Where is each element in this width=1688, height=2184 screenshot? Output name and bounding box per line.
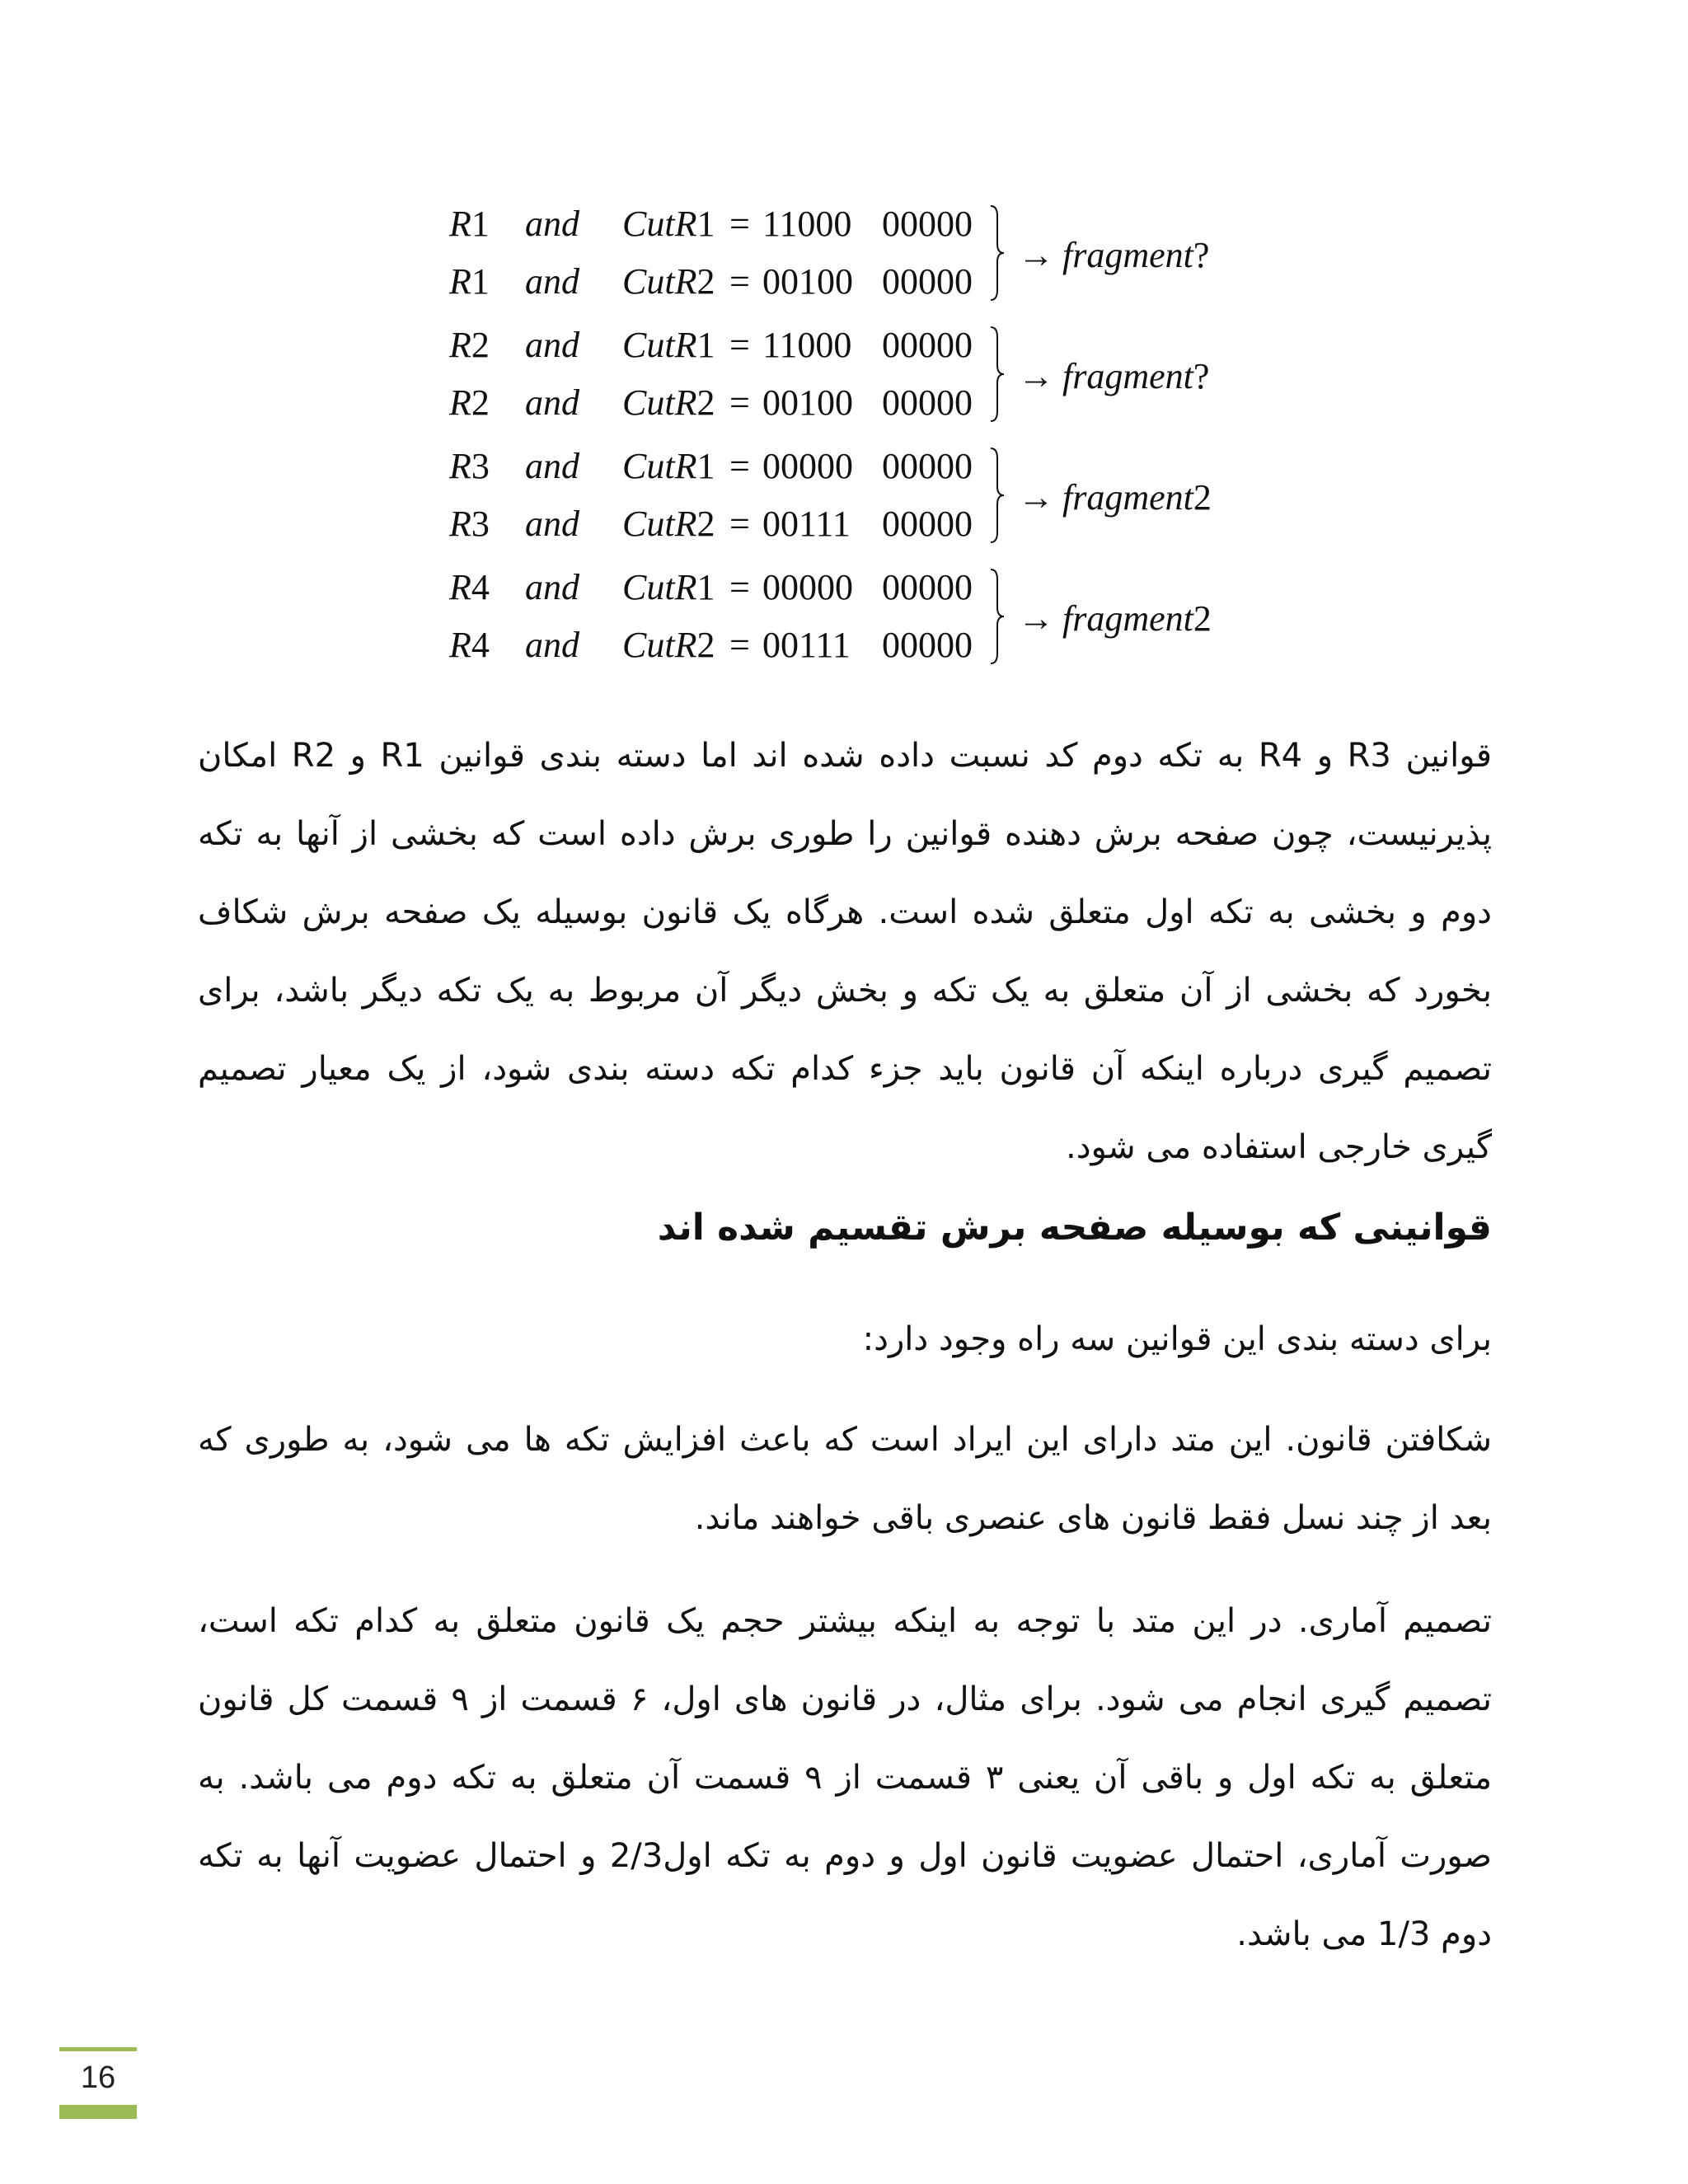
body-paragraph-rule-splitting: شکافتن قانون. این متد دارای این ایراد است که باعث افزایش تکه ها می شود، به طوری که بعد از چند نسل فقط قانون های عنصری باقی خواهند ماند.: [198, 1421, 1492, 1537]
cut-value-high: 00000: [762, 567, 853, 607]
right-brace-icon: [989, 568, 1006, 665]
cut-value-high: 00111: [762, 625, 851, 665]
and-keyword: and: [525, 261, 579, 302]
cut-id: CutR2: [622, 261, 715, 302]
equals-sign: =: [729, 382, 750, 423]
rule-id: R1: [449, 261, 490, 302]
body-paragraph-intro: برای دسته بندی این قوانین سه راه وجود دارد:: [862, 1320, 1492, 1358]
cut-value-low: 00000: [882, 261, 973, 302]
cut-id: CutR1: [622, 446, 715, 486]
section-heading: قوانینی که بوسیله صفحه برش تقسیم شده اند: [657, 1207, 1492, 1249]
body-paragraph-rule-assignment: قوانین R3 و R4 به تکه دوم کد نسبت داده شده اند اما دسته بندی قوانین R1 و R2 امکان پذیرنیست، چون صفحه برش دهنده قوانین را طوری برش داده است که بخشی از آنها به تکه دوم و بخشی به تکه اول متعلق شده است. هرگاه یک قانون بوسیله یک صفحه برش شکاف بخورد که بخشی از آن متعلق به یک تکه و بخش دیگر آن مربوط به یک تکه دیگر باشد، برای تصمیم گیری درباره اینکه آن قانون باید جزء کدام تکه دسته بندی شود، از یک معیار تصمیم گیری خارجی استفاده می شود.: [198, 737, 1493, 1166]
equation-group-r4: [449, 560, 1257, 681]
cut-value-high: 00100: [762, 261, 853, 302]
rule-fragment-equations: [449, 196, 1257, 681]
and-keyword: and: [525, 382, 579, 423]
cut-id: CutR2: [622, 504, 715, 544]
cut-value-low: 00000: [882, 567, 973, 607]
equals-sign: =: [729, 567, 750, 607]
cut-id: CutR1: [622, 204, 715, 244]
cut-value-high: 00100: [762, 382, 853, 423]
and-keyword: and: [525, 204, 579, 244]
cut-value-low: 00000: [882, 204, 973, 244]
equation-group-r2: [449, 317, 1257, 438]
cut-value-high: 11000: [762, 325, 852, 365]
right-arrow-icon: →: [1018, 598, 1054, 639]
rule-id: R4: [449, 567, 490, 607]
cut-id: CutR1: [622, 567, 715, 607]
body-paragraph-statistical-decision: تصمیم آماری. در این متد با توجه به اینکه بیشتر حجم یک قانون متعلق به کدام تکه است، تصمیم گیری انجام می شود. برای مثال، در قانون های اول، ۶ قسمت از ۹ قسمت کل قانون متعلق به تکه اول و باقی آن یعنی ۳ قسمت از ۹ قسمت آن متعلق به تکه دوم می باشد. به صورت آماری، احتمال عضویت قانون اول و دوم به تکه اول2/3 و احتمال عضویت آنها به تکه دوم 1/3 می باشد.: [198, 1602, 1493, 1953]
fragment-target: → fragment?: [1018, 235, 1210, 275]
equals-sign: =: [729, 446, 750, 486]
cut-value-low: 00000: [882, 446, 973, 486]
equals-sign: =: [729, 504, 750, 544]
cut-value-low: 00000: [882, 382, 973, 423]
footer-accent-bar: [59, 2105, 137, 2119]
right-brace-icon: [989, 447, 1006, 544]
cut-value-high: 00000: [762, 446, 853, 486]
rule-id: R3: [449, 504, 490, 544]
right-arrow-icon: →: [1018, 477, 1054, 518]
fragment-target: → fragment?: [1018, 356, 1210, 396]
right-arrow-icon: →: [1018, 356, 1054, 396]
right-brace-icon: [989, 204, 1006, 302]
cut-id: CutR2: [622, 382, 715, 423]
equals-sign: =: [729, 204, 750, 244]
rule-id: R2: [449, 382, 490, 423]
and-keyword: and: [525, 325, 579, 365]
and-keyword: and: [525, 446, 579, 486]
cut-id: CutR2: [622, 625, 715, 665]
cut-value-low: 00000: [882, 325, 973, 365]
and-keyword: and: [525, 504, 579, 544]
rule-id: R1: [449, 204, 490, 244]
cut-value-high: 00111: [762, 504, 851, 544]
equals-sign: =: [729, 261, 750, 302]
fragment-target: → fragment2: [1018, 598, 1212, 639]
rule-id: R2: [449, 325, 490, 365]
cut-value-high: 11000: [762, 204, 852, 244]
equals-sign: =: [729, 625, 750, 665]
and-keyword: and: [525, 567, 579, 607]
equals-sign: =: [729, 325, 750, 365]
rule-id: R3: [449, 446, 490, 486]
page-number: 16: [80, 2060, 116, 2095]
right-arrow-icon: →: [1018, 235, 1054, 275]
cut-value-low: 00000: [882, 504, 973, 544]
cut-value-low: 00000: [882, 625, 973, 665]
cut-id: CutR1: [622, 325, 715, 365]
fragment-target: → fragment2: [1018, 477, 1212, 518]
equation-group-r3: [449, 438, 1257, 560]
footer-accent-line: [59, 2047, 137, 2051]
right-brace-icon: [989, 326, 1006, 423]
and-keyword: and: [525, 625, 579, 665]
rule-id: R4: [449, 625, 490, 665]
equation-group-r1: [449, 196, 1257, 317]
